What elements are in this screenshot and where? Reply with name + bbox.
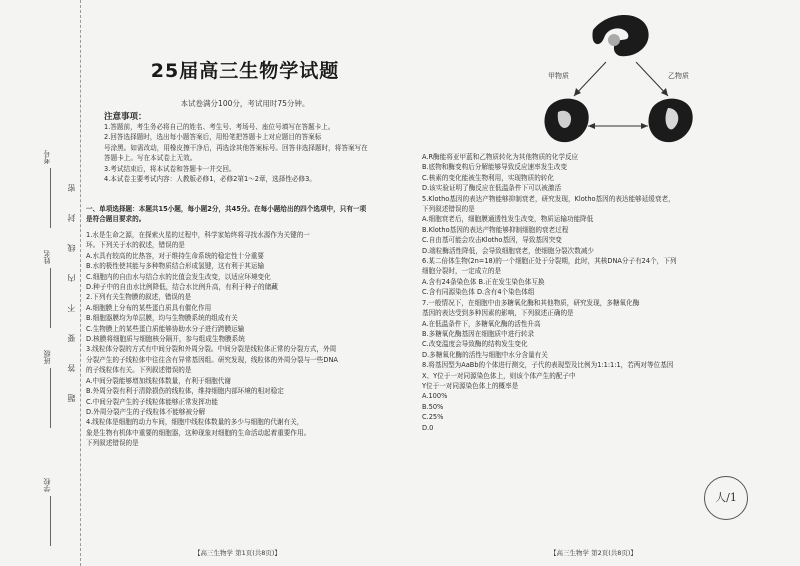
seal-word: 密 <box>67 184 76 192</box>
notice-title: 注意事项： <box>104 112 147 122</box>
question-line: D.核膜将细胞质与细胞核分隔开，参与组成生物膜系统 <box>86 335 245 344</box>
section-heading-line: 一、单项选择题：本题共15小题，每小题2分，共45分。在每小题给出的四个选项中，只有一项 <box>86 205 367 213</box>
notice-line: 4.本试卷主要考试内容：人教版必修1，必修2第1～2章，选择性必修3。 <box>104 175 316 184</box>
question-line: D.种子中的自由水比例降低，结合水比例升高，有利于种子的储藏 <box>86 283 278 292</box>
question-line: 分裂产生的子线粒体中往往含有异常基因组。研究发现，线粒体的外周分裂与一些DNA <box>86 355 338 364</box>
question-line: C.改变温度会导致酶的结构发生变化 <box>422 340 528 349</box>
diagram-label-right: 乙物质 <box>668 72 689 80</box>
seal-word: 内 <box>67 274 76 282</box>
question-line: 的子线粒体有关。下列叙述错误的是 <box>86 366 192 375</box>
question-line: Y位于一对同源染色体上的概率是 <box>422 381 519 390</box>
question-line: A.100% <box>422 392 448 401</box>
question-line: B.Klotho基因的表达产物能够抑制细胞的衰老过程 <box>422 225 569 234</box>
question-line: 6.某二倍体生物(2n=18)的一个细胞正处于分裂期，此时，其核DNA分子有24个，下列 <box>422 257 677 266</box>
question-line: 2.下列有关生物膜的叙述，错误的是 <box>86 293 192 302</box>
question-line: C.核素的变化能被生物利用，实现物质的转化 <box>422 173 554 182</box>
question-line: A.中间分裂能够增加线粒体数量，有利于细胞代谢 <box>86 376 231 385</box>
seal-word: 答 <box>67 364 76 372</box>
question-line: A.R酶能将亚甲蓝和乙物质转化为其他物质的化学反应 <box>422 153 579 161</box>
question-line: X、Y位于一对同源染色体上，则该个体产生的配子中 <box>422 371 576 380</box>
section-heading <box>86 204 404 225</box>
seal-word: 封 <box>67 214 76 222</box>
question-line: C.细胞内的自由水与结合水的比值会发生改变，以适应环境变化 <box>86 272 271 281</box>
notice-line: 号涂黑。如需改动，用橡皮擦干净后，再选涂其他答案标号。回答非选择题时，将答案写在 <box>104 143 368 152</box>
question-line: C.中间分裂产生的子线粒体能够正常发挥功能 <box>86 397 218 406</box>
name-line <box>50 268 51 328</box>
question-line: A.含有24条染色体 B.正在发生染色体互换 <box>422 277 545 286</box>
question-line: A.水具有较高的比热容，对于维持生命系统的稳定性十分重要 <box>86 251 264 260</box>
question-line: C.25% <box>422 413 444 422</box>
notice-line: 3.考试结束后，将本试卷和答题卡一并交回。 <box>104 164 236 173</box>
page-footer-left: 【高三生物学 第1页(共8页)】 <box>194 549 281 557</box>
question-line: B.50% <box>422 402 444 411</box>
seal-word: 题 <box>67 394 76 402</box>
question-line: 环。下列关于水的叙述，错误的是 <box>86 241 185 250</box>
class-line <box>50 368 51 428</box>
question-line: 下列叙述错误的是 <box>422 205 475 214</box>
exam-title: 25届高三生物学试题 <box>150 60 340 82</box>
seal-word: 线 <box>67 244 76 252</box>
exam-no-line <box>50 168 51 228</box>
question-line: C.自由基可能会攻击Klotho基因，导致基因突变 <box>422 236 562 245</box>
question-line: D.端粒酶活性降低，会导致细胞衰老，使细胞分裂次数减少 <box>422 246 595 255</box>
enzyme-diagram <box>518 8 718 148</box>
right-questions <box>422 152 782 433</box>
class-label: 班级 <box>43 350 51 364</box>
name-label: 姓名 <box>43 250 51 264</box>
substrate-top <box>608 34 620 46</box>
question-line: 3.线粒体分裂的方式有中间分裂和外周分裂。中间分裂是线粒体正常的分裂方式，外周 <box>86 345 337 354</box>
left-column <box>86 0 404 566</box>
question-line: A.在低温条件下，多糖氧化酶的活性升高 <box>422 319 541 328</box>
question-line: B.水的极性使其能与多种物质结合形成氢键，这有利于其运输 <box>86 262 265 271</box>
notice-list <box>104 122 404 184</box>
question-line: A.细胞膜上分布的某些蛋白质具有催化作用 <box>86 303 212 312</box>
school-line <box>50 496 51 546</box>
diagram-label-left: 甲物质 <box>548 72 569 80</box>
question-line: 基因的表达受到多种因素的影响，下列叙述正确的是 <box>422 309 574 318</box>
question-line: C.生物膜上的某些蛋白质能够协助水分子进行跨膜运输 <box>86 324 245 333</box>
question-line: 7.一般情况下，在细胞中由多糖氧化酶和其他物质，研究发现，多糖氧化酶 <box>422 298 640 307</box>
question-line: 5.Klotho基因的表达产物能够抑制衰老，研究发现，Klotho基因的表达能够延缓衰老， <box>422 194 675 203</box>
question-line: D.0 <box>422 423 434 432</box>
right-column <box>422 0 782 566</box>
question-line: C.含有同源染色体 D.含有4个染色体组 <box>422 288 535 297</box>
school-label: 学校 <box>43 478 51 492</box>
seal-word: 不 <box>67 304 76 312</box>
question-line: 1.水是生命之源，在探索火星的过程中，科学家始终将寻找水源作为关键的一 <box>86 231 310 239</box>
question-line: A.细胞衰老后，细胞膜通透性发生改变，物质运输功能降低 <box>422 215 594 224</box>
question-line: D.多糖氧化酶的活性与细胞中水分含量有关 <box>422 350 548 359</box>
question-line: D.该实验证明了酶反应在低温条件下可以被激活 <box>422 184 562 193</box>
question-line: 4.线粒体是细胞的动力车间，细胞中线粒体数量的多少与细胞的代谢有关， <box>86 418 304 427</box>
question-line: D.外周分裂产生的子线粒体不能够被分解 <box>86 407 206 416</box>
notice-line: 答题卡上。写在本试卷上无效。 <box>104 154 197 163</box>
question-line: B.外周分裂有利于清除损伤的线粒体，维持细胞内部环境的相对稳定 <box>86 387 284 396</box>
question-line: 下列叙述错误的是 <box>86 439 139 448</box>
exam-subline: 本试卷满分100分，考试用时75分钟。 <box>180 99 310 108</box>
question-line: B.多糖氧化酶基因在细胞质中进行转录 <box>422 329 535 338</box>
binding-strip <box>0 0 81 566</box>
section-heading-line: 是符合题目要求的。 <box>86 215 146 224</box>
handwritten-mark: 人/1 <box>704 476 748 520</box>
seal-word: 要 <box>67 334 76 342</box>
question-line: B.底物和酶变构后分解能够导致反应速率发生改变 <box>422 163 568 172</box>
notice-line: 2.回答选择题时，选出每小题答案后，用铅笔把答题卡上对应题目的答案标 <box>104 133 322 142</box>
exam-no-label: 考号 <box>43 150 51 164</box>
question-line: 细胞分裂时，一定成立的是 <box>422 267 502 276</box>
question-line: 8.将基因型为AaBb的个体进行测交，子代的表现型及比例为1:1:1:1，若两对等位基因 <box>422 361 674 370</box>
page-footer-right: 【高三生物学 第2页(共8页)】 <box>550 549 637 557</box>
question-line: 象是生物有机体中重要的细胞器，这种现象对细胞的生命活动起着重要作用。 <box>86 428 311 437</box>
left-questions <box>86 230 404 449</box>
question-line: B.细胞器膜均为单层膜，均与生物膜系统的组成有关 <box>86 314 238 323</box>
notice-line: 1.答题前，考生务必将自己的姓名、考生号、考场号、座位号填写在答题卡上。 <box>104 123 335 131</box>
enzyme-shape-top <box>592 15 648 56</box>
